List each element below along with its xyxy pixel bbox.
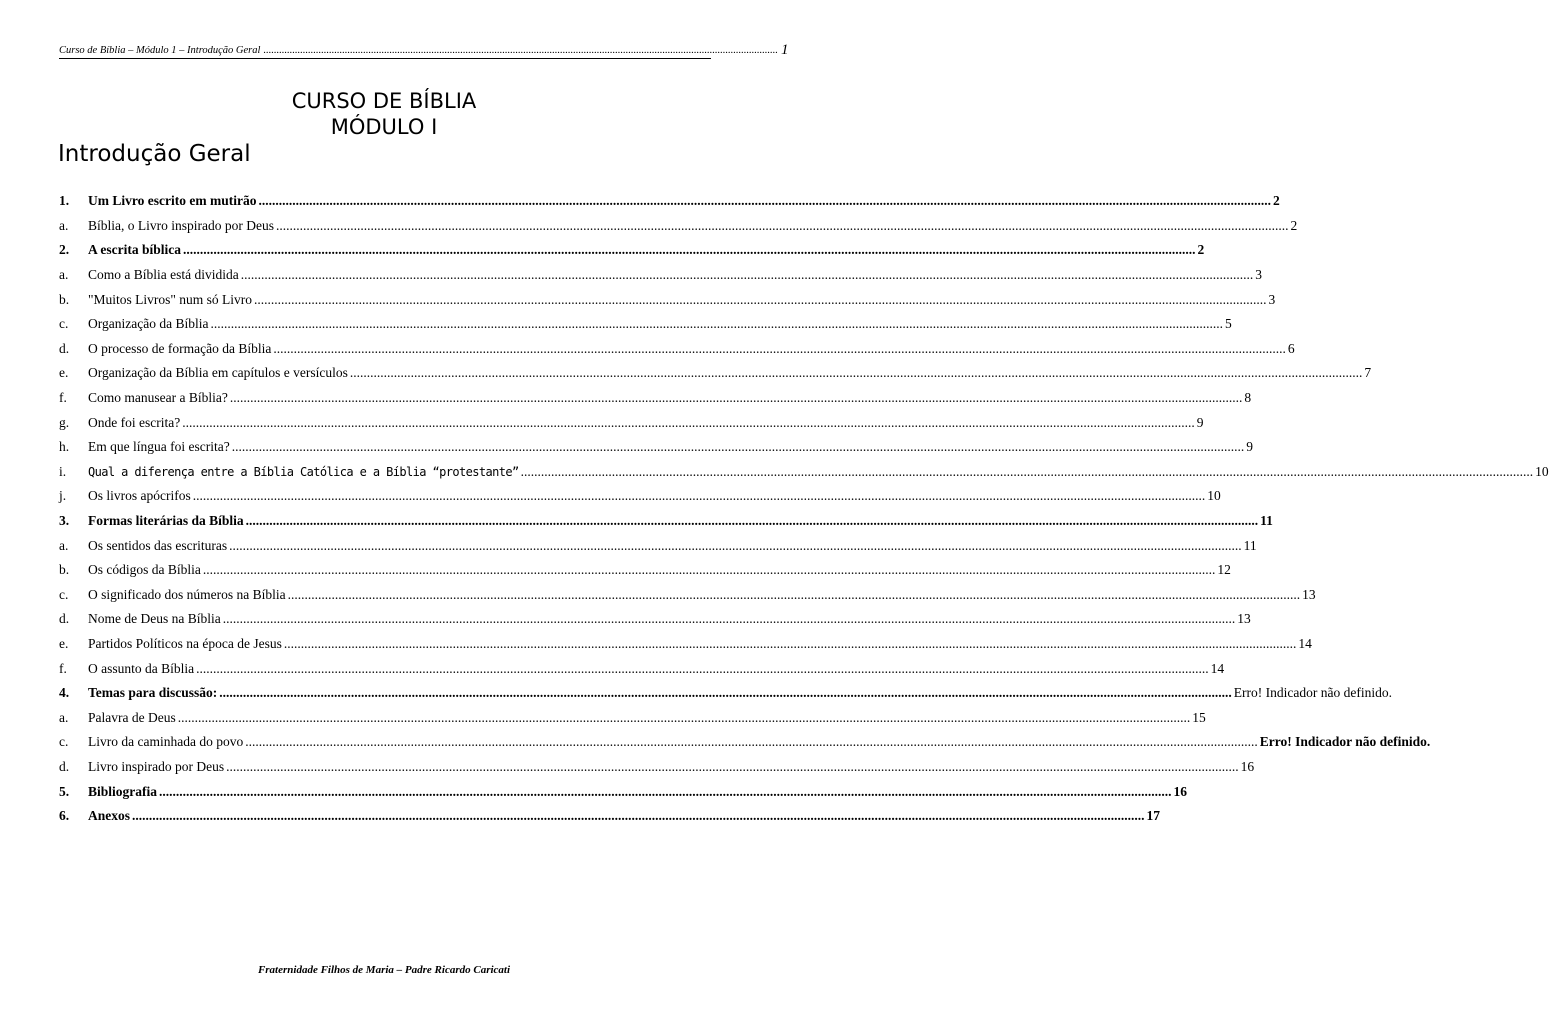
toc-entry[interactable] — [59, 312, 1232, 337]
toc-entry-number: d. — [59, 340, 70, 356]
toc-entry[interactable] — [59, 730, 1431, 755]
toc-entry-page: 14 — [1210, 660, 1225, 676]
toc-entry[interactable] — [59, 263, 1262, 288]
toc-entry-page: 6 — [1287, 340, 1295, 356]
toc-entry-page: 11 — [1260, 513, 1273, 529]
header-page-number: 1 — [780, 42, 789, 58]
toc-leader-dots: ............................................................................................................................................................................................................................................................................................................ — [229, 390, 1243, 406]
toc-entry-page: 9 — [1196, 414, 1204, 430]
toc-entry[interactable] — [59, 189, 1280, 214]
toc-leader-dots: ............................................................................................................................................................................................................................................................................................................ — [226, 758, 1239, 774]
toc-entry-number: c. — [59, 586, 69, 602]
toc-entry-title: O assunto da Bíblia — [88, 660, 195, 676]
toc-leader-dots: ............................................................................................................................................................................................................................................................................................................ — [283, 635, 1297, 651]
toc-entry-page: 17 — [1146, 808, 1161, 824]
toc-entry-number: a. — [59, 709, 69, 725]
toc-entry-title: Livro inspirado por Deus — [88, 758, 225, 774]
toc-entry-title: Qual a diferença entre a Bíblia Católica e a Bíblia “protestante” — [88, 464, 519, 479]
toc-leader-dots: ............................................................................................................................................................................................................................................................................................................ — [182, 414, 1195, 430]
toc-entry-title: Os sentidos das escrituras — [88, 537, 228, 553]
toc-entry-title: Os códigos da Bíblia — [88, 562, 201, 578]
toc-entry-number: c. — [59, 316, 69, 332]
toc-entry[interactable] — [59, 558, 1231, 583]
toc-entry-page: 9 — [1246, 439, 1253, 455]
toc-entry[interactable] — [59, 287, 1276, 312]
toc-entry-title: Organização da Bíblia em capítulos e versículos — [88, 365, 348, 381]
toc-entry-title: Formas literárias da Bíblia — [88, 513, 244, 529]
toc-leader-dots: ............................................................................................................................................................................................................................................................................................................ — [219, 685, 1232, 701]
toc-entry[interactable] — [59, 509, 1273, 534]
toc-entry-title: Anexos — [88, 808, 131, 824]
toc-entry-page: 5 — [1224, 316, 1232, 332]
toc-entry[interactable] — [59, 583, 1316, 608]
toc-entry[interactable] — [59, 656, 1225, 681]
toc-entry-title: Bibliografia — [88, 783, 158, 799]
toc-leader-dots: ............................................................................................................................................................................................................................................................................................................ — [258, 193, 1271, 209]
toc-entry[interactable] — [59, 607, 1251, 632]
toc-entry-number: 5. — [59, 783, 70, 799]
toc-entry-number: a. — [59, 217, 69, 233]
toc-entry-title: O significado dos números na Bíblia — [88, 586, 286, 602]
toc-leader-dots: ............................................................................................................................................................................................................................................................................................................ — [245, 513, 1259, 529]
toc-entry-page: Erro! Indicador não definido. — [1259, 734, 1431, 750]
toc-entry[interactable] — [59, 804, 1161, 829]
toc-entry-number: e. — [59, 365, 69, 381]
toc-entry[interactable] — [59, 386, 1252, 411]
toc-leader-dots: ............................................................................................................................................................................................................................................................................................................ — [210, 316, 1223, 332]
toc-leader-dots: ............................................................................................................................................................................................................................................................................................................ — [349, 365, 1363, 381]
toc-entry-number: 3. — [59, 513, 70, 529]
toc-entry-page: 7 — [1364, 365, 1372, 381]
toc-entry-number: b. — [59, 562, 70, 578]
toc-entry-number: 4. — [59, 685, 70, 701]
toc-entry-number: b. — [59, 291, 70, 307]
section-heading: Introdução Geral — [58, 141, 251, 167]
toc-leader-dots: ............................................................................................................................................................................................................................................................................................................ — [520, 463, 1534, 479]
toc-leader-dots: ............................................................................................................................................................................................................................................................................................................ — [196, 660, 1209, 676]
toc-entry[interactable] — [59, 681, 1392, 706]
toc-entry-page: 13 — [1302, 586, 1316, 602]
toc-leader-dots: ............................................................................................................................................................................................................................................................................................................ — [273, 340, 1286, 356]
toc-leader-dots: ............................................................................................................................................................................................................................................................................................................ — [132, 808, 1145, 824]
toc-entry-number: c. — [59, 734, 69, 750]
toc-entry[interactable] — [59, 361, 1372, 386]
toc-entry[interactable] — [59, 460, 1549, 485]
toc-entry-number: i. — [59, 463, 67, 479]
toc-entry-page: 8 — [1244, 390, 1252, 406]
toc-entry-title: Livro da caminhada do povo — [88, 734, 244, 750]
toc-entry-title: Como a Bíblia está dividida — [88, 267, 239, 283]
toc-entry-page: 13 — [1237, 611, 1251, 627]
toc-entry-title: O processo de formação da Bíblia — [88, 340, 272, 356]
toc-entry-number: j. — [59, 488, 67, 504]
toc-entry-number: d. — [59, 611, 70, 627]
toc-entry-title: Bíblia, o Livro inspirado por Deus — [88, 217, 274, 233]
toc-leader-dots: ............................................................................................................................................................................................................................................................................................................ — [254, 291, 1267, 307]
toc-leader-dots: ............................................................................................................................................................................................................................................................................................................ — [245, 734, 1258, 750]
toc-entry-page: 12 — [1217, 562, 1231, 578]
toc-entry-page: 10 — [1207, 488, 1221, 504]
page-footer: Fraternidade Filhos de Maria – Padre Ricardo Caricati — [257, 964, 511, 976]
toc-entry-page: 15 — [1192, 709, 1206, 725]
toc-entry-title: Os livros apócrifos — [88, 488, 191, 504]
toc-entry-page: 16 — [1173, 783, 1188, 799]
toc-entry-number: a. — [59, 267, 69, 283]
toc-entry-page: 3 — [1268, 291, 1276, 307]
toc-entry-page: 11 — [1243, 537, 1257, 553]
toc-entry-title: Palavra de Deus — [88, 709, 176, 725]
toc-entry-number: f. — [59, 390, 67, 406]
toc-leader-dots: ............................................................................................................................................................................................................................................................................................................ — [159, 783, 1172, 799]
toc-entry-number: f. — [59, 660, 67, 676]
toc-entry-page: 2 — [1290, 217, 1298, 233]
toc-entry-title: Um Livro escrito em mutirão — [88, 193, 257, 209]
toc-leader-dots: ............................................................................................................................................................................................................................................................................................................ — [183, 242, 1196, 258]
running-header — [59, 42, 789, 59]
running-header-title: Curso de Bíblia – Módulo 1 – Introdução Geral — [59, 45, 261, 56]
toc-entry[interactable] — [59, 533, 1257, 558]
toc-entry-title: Temas para discussão: — [88, 685, 218, 701]
toc-entry-number: d. — [59, 758, 70, 774]
toc-entry-title: A escrita bíblica — [88, 242, 181, 258]
toc-leader-dots: ............................................................................................................................................................................................................................................................................................................ — [287, 586, 1301, 602]
toc-entry-title: Partidos Políticos na época de Jesus — [88, 635, 282, 651]
toc-entry-page: 3 — [1255, 267, 1262, 283]
header-leader-dots: .................................................................................................................................................................................................... — [263, 45, 778, 56]
toc-entry[interactable] — [59, 337, 1295, 362]
toc-entry-number: g. — [59, 414, 70, 430]
toc-entry-number: 6. — [59, 808, 70, 824]
toc-entry[interactable] — [59, 779, 1188, 804]
toc-entry[interactable] — [59, 214, 1298, 239]
toc-leader-dots: ............................................................................................................................................................................................................................................................................................................ — [222, 611, 1236, 627]
toc-entry[interactable] — [59, 484, 1221, 509]
toc-leader-dots: ............................................................................................................................................................................................................................................................................................................ — [229, 537, 1242, 553]
toc-entry-page: 10 — [1535, 463, 1549, 479]
toc-entry-page: 14 — [1298, 635, 1312, 651]
toc-entry-title: Nome de Deus na Bíblia — [88, 611, 221, 627]
toc-leader-dots: ............................................................................................................................................................................................................................................................................................................ — [177, 709, 1191, 725]
toc-entry-number: h. — [59, 439, 70, 455]
table-of-contents — [59, 189, 1549, 828]
toc-entry-page: 16 — [1240, 758, 1255, 774]
toc-entry-page: Erro! Indicador não definido. — [1233, 685, 1392, 701]
toc-entry-title: Como manusear a Bíblia? — [88, 390, 228, 406]
toc-entry-number: 2. — [59, 242, 70, 258]
toc-entry-title: Organização da Bíblia — [88, 316, 209, 332]
toc-entry[interactable] — [59, 410, 1204, 435]
toc-entry-title: "Muitos Livros" num só Livro — [88, 291, 253, 307]
toc-leader-dots: ............................................................................................................................................................................................................................................................................................................ — [275, 217, 1289, 233]
document-title-line-1: CURSO DE BÍBLIA — [291, 89, 477, 113]
toc-entry-number: e. — [59, 635, 69, 651]
toc-entry[interactable] — [59, 755, 1255, 780]
toc-entry-number: 1. — [59, 193, 70, 209]
document-title-line-2: MÓDULO I — [330, 115, 438, 139]
toc-entry[interactable] — [59, 705, 1206, 730]
toc-leader-dots: ............................................................................................................................................................................................................................................................................................................ — [231, 439, 1245, 455]
toc-entry-number: a. — [59, 537, 69, 553]
toc-entry-page: 2 — [1272, 193, 1280, 209]
toc-leader-dots: ............................................................................................................................................................................................................................................................................................................ — [202, 562, 1216, 578]
toc-entry[interactable] — [59, 238, 1205, 263]
toc-entry-title: Onde foi escrita? — [88, 414, 181, 430]
toc-entry-title: Em que língua foi escrita? — [88, 439, 230, 455]
toc-entry[interactable] — [59, 435, 1253, 460]
toc-entry-page: 2 — [1197, 242, 1205, 258]
toc-leader-dots: ............................................................................................................................................................................................................................................................................................................ — [192, 488, 1206, 504]
toc-leader-dots: ............................................................................................................................................................................................................................................................................................................ — [240, 267, 1254, 283]
toc-entry[interactable] — [59, 632, 1312, 657]
